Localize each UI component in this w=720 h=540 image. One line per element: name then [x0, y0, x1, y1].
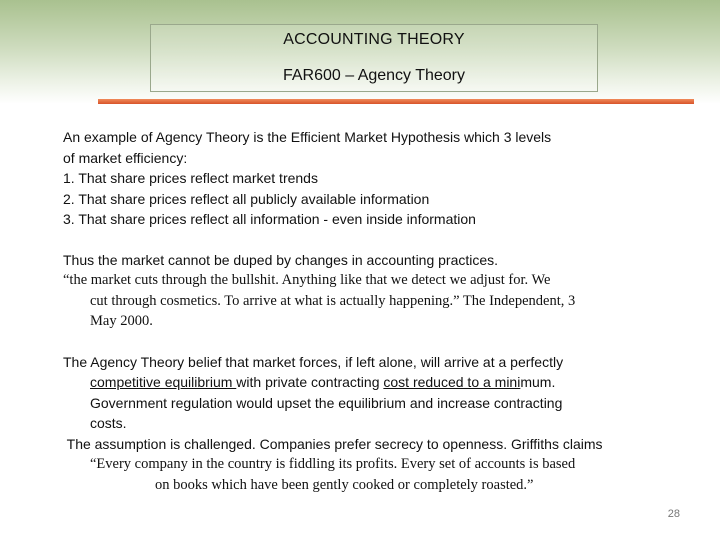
- spacer: [63, 332, 683, 352]
- belief-text: mum.: [520, 374, 556, 390]
- belief-line: The Agency Theory belief that market forces, if left alone, will arrive at a perfectly: [63, 353, 564, 370]
- accent-divider: [98, 99, 694, 104]
- slide-title: ACCOUNTING THEORY: [283, 31, 465, 48]
- list-item-level-3: 3. That share prices reflect all information - even inside information: [63, 211, 476, 227]
- challenge-line: The assumption is challenged. Companies prefer secrecy to openness. Griffiths claims: [63, 435, 603, 452]
- quote-line: cut through cosmetics. To arrive at what is actually happening.” The Independent, 3: [90, 292, 576, 309]
- thus-line: Thus the market cannot be duped by changes in accounting practices.: [63, 251, 499, 268]
- intro-line: of market efficiency:: [63, 149, 188, 166]
- griffiths-quote-line: “Every company in the country is fiddling its profits. Every set of accounts is based: [90, 456, 576, 472]
- belief-line: costs.: [90, 415, 127, 431]
- quote-line: May 2000.: [90, 313, 153, 329]
- belief-line: Government regulation would upset the equilibrium and increase contracting: [90, 394, 563, 411]
- underlined-text: cost reduced to a mini: [383, 374, 521, 390]
- slide-subtitle: FAR600 – Agency Theory: [282, 67, 466, 84]
- slide-body: [63, 127, 683, 495]
- spacer: [63, 230, 683, 250]
- belief-line: [63, 372, 683, 393]
- intro-line: An example of Agency Theory is the Efficient Market Hypothesis which 3 levels: [63, 129, 552, 145]
- page-number: 28: [667, 508, 680, 520]
- griffiths-quote-line: on books which have been gently cooked or completely roasted.”: [155, 476, 534, 493]
- title-box: [150, 24, 598, 92]
- list-item-level-1: 1. That share prices reflect market trends: [63, 170, 318, 186]
- belief-text: with private contracting: [236, 374, 384, 390]
- list-item-level-2: 2. That share prices reflect all publicly available information: [63, 190, 430, 207]
- underlined-text: competitive equilibrium: [90, 374, 237, 390]
- quote-line: “the market cuts through the bullshit. Anything like that we detect we adjust for. We: [63, 272, 551, 288]
